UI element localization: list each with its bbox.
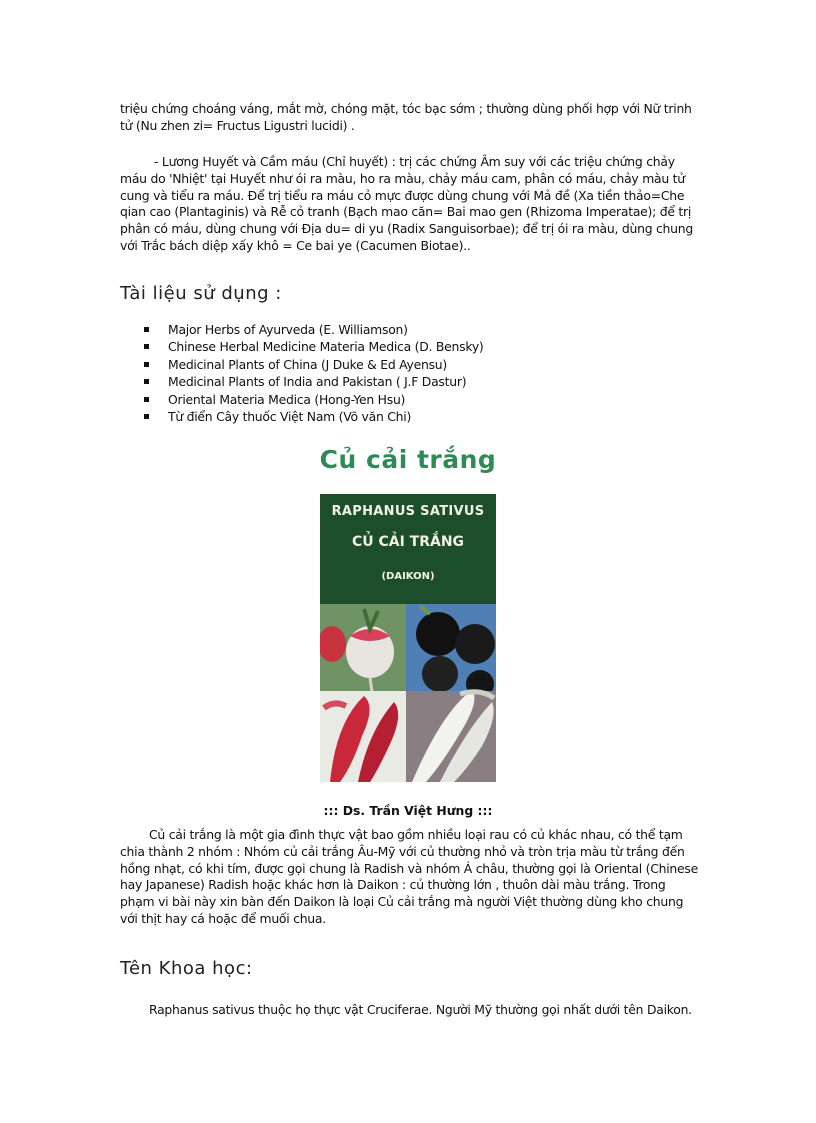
bullet-icon — [144, 362, 149, 367]
paragraph-description — [120, 827, 700, 928]
text-line: với thịt hay cá hoặc để muối chua. — [120, 910, 326, 926]
text-line: - Lương Huyết và Cầm máu (Chỉ huyết) : trị các chứng Âm suy với các triệu chứng chảy — [154, 154, 675, 169]
scientific-name-heading: Tên Khoa học: — [120, 958, 253, 979]
text-line: cung và tiểu ra máu. Để trị tiểu ra máu cỏ mực được dùng chung với Mả đề (Xa tiền thảo=Che — [120, 187, 685, 203]
text-line: Raphanus sativus thuộc họ thực vật Cruciferae. Người Mỹ thường gọi nhất dưới tên Daikon. — [149, 1002, 692, 1017]
text-line: triệu chứng choáng váng, mắt mờ, chóng mặt, tóc bạc sớm ; thường dùng phối hợp với Nữ trinh — [120, 101, 692, 116]
daikon-cover-image — [320, 494, 496, 782]
text-line: máu do 'Nhiệt' tại Huyết như ói ra màu, ho ra màu, chảy máu cam, phân có máu, chảy màu tử — [120, 170, 685, 186]
bullet-icon — [144, 379, 149, 384]
paragraph-scientific-name — [120, 1002, 700, 1019]
references-list — [120, 321, 484, 425]
list-item: Major Herbs of Ayurveda (E. Williamson) — [120, 321, 484, 338]
text-line: Củ cải trắng là một gia đình thực vật bao gồm nhiều loại rau có củ khác nhau, có thể tạm — [149, 827, 683, 842]
cover-title-vietnamese: CỦ CẢI TRẮNG — [351, 534, 465, 550]
text-line: hồng nhạt, có khi tím, được gọi chung là Radish và nhóm Á châu, thường gọi là Oriental (Chinese — [120, 860, 698, 876]
text-line: phân có máu, dùng chung với Địa du= di yu (Radix Sanguisorbae); để trị ói ra màu, dùng chung — [120, 221, 693, 237]
cover-title-latin: RAPHANUS SATIVUS — [331, 504, 485, 519]
cover-subtitle: (DAIKON) — [381, 571, 435, 582]
radish-photo-collage — [320, 494, 496, 782]
text-line: qian cao (Plantaginis) và Rễ cỏ tranh (Bạch mao căn= Bai mao gen (Rhizoma Imperatae); để trị — [120, 204, 692, 220]
text-line: chia thành 2 nhóm : Nhóm củ cải trắng Âu-Mỹ với củ thường nhỏ và tròn trịa màu từ trắng đến — [120, 843, 685, 859]
text-line: tử (Nu zhen zi= Fructus Ligustri lucidi) . — [120, 117, 355, 133]
text-line: phạm vi bài này xin bàn đến Daikon là loại Củ cải trắng mà người Việt thường dùng kho chung — [120, 894, 684, 910]
list-item: Từ điển Cây thuốc Việt Nam (Võ văn Chi) — [120, 408, 484, 425]
list-item: Oriental Materia Medica (Hong-Yen Hsu) — [120, 391, 484, 408]
paragraph-luong-huyet — [120, 154, 700, 255]
bullet-icon — [144, 414, 149, 419]
text-line: với Trắc bách diệp xấy khô = Ce bai ye (Cacumen Biotae).. — [120, 237, 471, 253]
list-item: Chinese Herbal Medicine Materia Medica (D. Bensky) — [120, 338, 484, 355]
paragraph-intro — [120, 101, 700, 135]
bullet-icon — [144, 327, 149, 332]
bullet-icon — [144, 344, 149, 349]
author-credit: ::: Ds. Trần Việt Hưng ::: — [323, 803, 493, 818]
list-item: Medicinal Plants of China (J Duke & Ed Ayensu) — [120, 356, 484, 373]
references-heading: Tài liệu sử dụng : — [120, 283, 282, 304]
article-title: Củ cải trắng — [319, 445, 497, 474]
bullet-icon — [144, 397, 149, 402]
list-item: Medicinal Plants of India and Pakistan ( J.F Dastur) — [120, 373, 484, 390]
text-line: hay Japanese) Radish hoặc khác hơn là Daikon : củ thường lớn , thuôn dài màu trắng. Trong — [120, 877, 666, 893]
